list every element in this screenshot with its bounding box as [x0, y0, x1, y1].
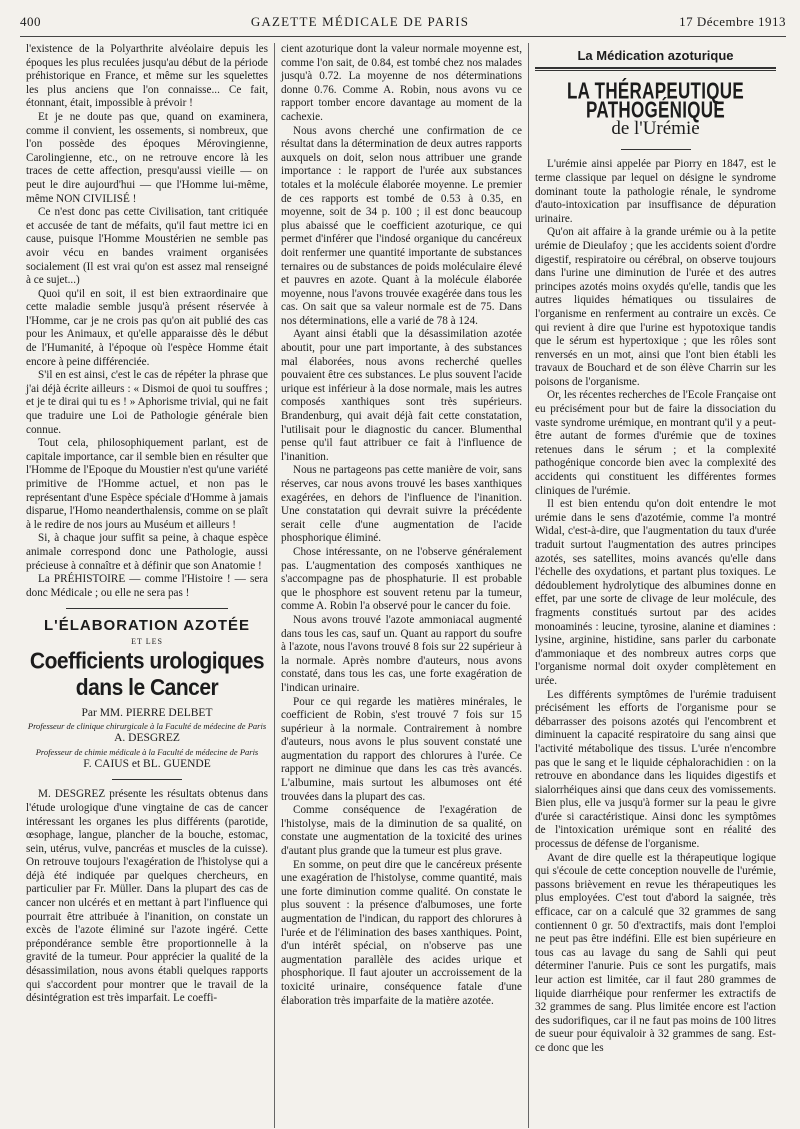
- paragraph: L'urémie ainsi appelée par Piorry en 1847, est le terme classique par lequel on désigne le syndrome dominant toute la pathologie rénale, le syndrome d'auto-intoxication par insuffisance de dépuration urinaire.: [535, 158, 776, 225]
- column-3: [528, 43, 782, 1128]
- paragraph: Ayant ainsi établi que la désassimilation azotée aboutit, pour une part importante, à des substances mal élaborées, nous avons recherché quelles pouvaient être ces substances. Le plus souvent l'acide urique est inférieur à la dose normale, mais les autres composés xanthiques sont très supérieurs. Brandenburg, qui avait déjà fait cette constatation, l'utilisait pour le diagnostic du cancer. Blumenthal pense qu'il faut attribuer ce fait à l'influence de l'inanition.: [281, 328, 522, 463]
- paragraph: Il est bien entendu qu'on doit entendre le mot urémie dans le sens d'azotémie, comme l'a montré Widal, c'est-à-dire, que l'augmentation du taux d'urée traduit surtout l'augmentation des autres principes azotés, ses satellites, moins avancés qu'elle dans l'échelle des oxydations, et partant plus toxiques. Le dédoublement hydrolytique des albumines donne en effet, par une sorte de clivage de leur molécule, des fragments constitués surtout par des acides monoaminés : leucine, tyrosine, alanine et diamines : lysine, arginine, histidine, sans parler du carbonate d'ammoniaque et des nombreux autres corps que l'organisme normal doit oxyder complètement en urée.: [535, 498, 776, 687]
- divider: [66, 608, 228, 609]
- paragraph: l'existence de la Polyarthrite alvéolaire depuis les époques les plus reculées jusqu'au début de la période préhistorique en France, et même sur les squelettes les plus anciens que l'on connaisse... Ce fait, étonnant, était, impossible à prévoir !: [26, 43, 268, 110]
- paragraph: La PRÉHISTOIRE — comme l'Histoire ! — sera donc Médicale ; ou elle ne sera pas !: [26, 573, 268, 599]
- article-connector: ET LES: [131, 636, 163, 646]
- paragraph: Nous ne partageons pas cette manière de voir, sans réserves, car nous avons trouvé les bases xanthiques exagérées, en dehors de l'influence de l'inanition. Une constatation qui devrait suivre la précédente serait celle d'une augmentation de l'acide phosphorique éliminé.: [281, 464, 522, 545]
- article-title: LA THÉRAPEUTIQUE PATHOGÉNIQUE: [566, 77, 744, 122]
- page-number: 400: [20, 14, 41, 29]
- article-subtitle: de l'Urémie: [611, 117, 700, 139]
- section-label: La Médication azoturique: [577, 48, 734, 63]
- paragraph: Quoi qu'il en soit, il est bien extraordinaire que cette maladie semble jusqu'à présent réservée à l'Homme, car je ne crois pas qu'on ait publié des cas pour les Animaux, et qu'elle apparaisse dès le début de l'Humanité, à l'époque où l'espèce Homme était encore à peine différenciée.: [26, 287, 268, 368]
- paragraph: Nous avons trouvé l'azote ammoniacal augmenté dans tous les cas, sauf un. Quant au rapport du soufre à l'azote, nous l'avons trouvé 8 fois sur 22 supérieur à la normale. Après nombre d'auteurs, nous avons constaté, dans tous les cas, une forte exagération de l'indican urinaire.: [281, 613, 522, 694]
- paragraph: S'il en est ainsi, c'est le cas de répéter la phrase que j'ai déjà écrite ailleurs : « Dismoi de quoi tu souffres ; et je te dirai qui tu es ! » Aphorisme trivial, qui ne fait que traduire une Loi de Pathologie générale bien connue.: [26, 369, 268, 436]
- author-line: A. DESGREZ: [114, 732, 180, 745]
- author-line: F. CAIUS et BL. GUENDE: [83, 757, 211, 770]
- author-affiliation: Professeur de chimie médicale à la Faculté de médecine de Paris: [35, 746, 259, 757]
- paragraph: Tout cela, philosophiquement parlant, est de capitale importance, car il semble bien en résulter que l'Homme de l'Epoque du Moustier n'est qu'une variété primitive de l'Homme actuel, et non pas le représentant d'une Espèce spéciale d'Homme à jamais disparue, l'Homo neanderthalensis, comme on se plaît à le redire de nos jours au Muséum et ailleurs !: [26, 437, 269, 531]
- divider: [112, 779, 182, 780]
- divider: [621, 149, 691, 150]
- paragraph: Chose intéressante, on ne l'observe généralement pas. L'augmentation des composés xanthiques ne s'accompagne pas de phosphaturie. Il est probable que le phosphore est souvent retenu par la tumeur, comme A. Robin l'a observé pour le cancer du foie.: [281, 545, 522, 613]
- paragraph: Comme conséquence de l'exagération de l'histolyse, mais de la diminution de sa qualité, on constate une augmentation de la toxicité des urines d'autant plus grande que la tumeur est plus grave.: [281, 804, 522, 858]
- divider: [535, 67, 776, 71]
- author-affiliation: Professeur de clinique chirurgicale à la Faculté de médecine de Paris: [27, 721, 267, 732]
- paragraph: En somme, on peut dire que le cancéreux présente une exagération de l'histolyse, comme quantité, mais une forte diminution comme qualité. On constate le plus souvent : la présence d'albumoses, une forte augmentation de l'indican, du rapport des chlorures à l'urée et de l'élimination des bases xanthiques. Point, d'un intérêt spécial, on n'observe pas une augmentation parallèle des acides urique et phosphorique. Il faut ajouter un accroissement de la toxicité urinaire, conséquence fatale d'une élaboration très imparfaite de la matière azotée.: [281, 858, 522, 1007]
- paragraph: Et je ne doute pas que, quand on examinera, comme il convient, les ossements, si nombreux, que l'on possède des époques Mérovingienne, Carolingienne, etc., on ne retrouve encore là les traces de cette affection, presqu'aussi vieille — on peut le dire aujourd'hui — que l'Homme lui-même, même NON CIVILISÉ !: [26, 110, 268, 205]
- paragraph: Nous avons cherché une confirmation de ce résultat dans la détermination de deux autres rapports auxquels on doit, selon nous attribuer une grande importance : le rapport de l'urée aux substances totales et la molécule élaborée moyenne. Le premier de ces rapports est tombé de 0.53 à 0.35, en moyenne, soit de 34 p. 100 ; il est donc beaucoup plus abaissé que le coefficient azoturique, ce qui permet d'inférer que l'indosé organique du cancéreux doit renfermer une quantité importante de substances ternaires ou de substances de poids moléculaire élevé et pauvres en azote. Quant à la molécule élaborée moyenne, nous l'avons trouvée exagérée dans tous les cas. On sait que sa valeur normale est de 75. Dans nos déterminations, elle a varié de 78 à 124.: [281, 124, 522, 327]
- column-1: [20, 43, 274, 1128]
- column-2: [274, 43, 528, 1128]
- columns: [20, 43, 786, 1128]
- paragraph: Si, à chaque jour suffit sa peine, à chaque espèce animale correspond donc une Pathologie, aussi précieuse à connaître et à définir que son Anatomie !: [26, 532, 268, 572]
- paragraph: Or, les récentes recherches de l'Ecole Française ont eu précisément pour but de faire la dissociation du vaste syndrome urémique, en montrant qu'il y a peut-être autant de formes d'urémie que de toxines retenues dans le sérum ; et la complexité pathogénique concorde bien avec la complexité des accidents qui constituent les différentes formes cliniques de l'urémie.: [535, 389, 776, 497]
- paragraph: Ce n'est donc pas cette Civilisation, tant critiquée et accusée de tant de méfaits, qu'il faut mettre ici en cause, puisque l'Homme Moustérien ne semble pas avoir vécu en bandes vraiment organisées socialement (Il est vrai qu'on est assez mal renseigné à ce sujet...): [26, 206, 268, 287]
- journal-title: GAZETTE MÉDICALE DE PARIS: [250, 14, 470, 29]
- article-title: Coefficients urologiques dans le Cancer: [29, 648, 265, 700]
- paragraph: Qu'on ait affaire à la grande urémie ou à la petite urémie de Dieulafoy ; que les accidents soient d'ordre digestif, respiratoire ou cérébral, on observe toujours dans l'urine une diminution de l'urée et des autres principes azotés moins oxydés qu'elle, tandis que les autres liquides hématiques ou tissulaires de l'organisme en renferment au contraire un excès. Ce qui revient à dire que l'urine est hypotoxique tandis que le sérum est hypertoxique ; que les rôles sont renversés en un mot, ainsi que l'ont bien établi les travaux de Bouchard et de son élève Charrin sur les poisons de l'organisme.: [535, 226, 776, 388]
- running-header: [20, 14, 786, 37]
- paragraph: Les différents symptômes de l'urémie traduisent précisément les efforts de l'organisme pour se débarrasser des poisons azotés qui l'encombrent et diminuent la capacité respiratoire du sang ainsi que l'activité métabolique des tissus. L'urée n'encombre pas que le sang et le liquide céphalorachidien : on la retrouve en abondance dans les liquides digestifs et sialorrhéiques ainsi que dans ceux des vomissements. Bien plus, elle va jusqu'à former sur la peau le givre d'urée si caractéristique. Ainsi donc les symptômes de l'intoxication urémique sont en réalité des processus de défense de l'organisme.: [535, 688, 776, 851]
- article-heading: L'ÉLABORATION AZOTÉE: [43, 617, 251, 635]
- issue-date: 17 Décembre 1913: [679, 14, 786, 29]
- author-line: Par MM. PIERRE DELBET: [81, 706, 213, 719]
- paragraph: M. DESGREZ présente les résultats obtenus dans l'étude urologique d'une vingtaine de cas de cancer intéressant les organes les plus différents (parotide, œsophage, langue, plancher de la bouche, estomac, sein, utérus, vulve, pancréas et muscles de la cuisse). On retrouve toujours l'exagération de l'histolyse qui a déjà été indiquée par quelques chercheurs, en particulier par Fr. Müller. Dans la plupart des cas de cancer non ulcérés et en mettant à part l'influence qui pourrait être attribuée à l'inanition, on constate un excès de l'azote éliminé sur l'azote ingéré. Cette prépondérance semble être proportionnelle à la gravité de la tumeur. Pour apprécier la qualité de la désassimilation, nous avons établi quelques rapports qui s'accordent pour montrer que le travail de la désintégration est très imparfait. Le coeffi-: [26, 788, 268, 1005]
- paragraph: Pour ce qui regarde les matières minérales, le coefficient de Robin, s'est trouvé 7 fois sur 15 supérieur à la normale. Contrairement à nombre d'auteurs, nous avons le plus souvent constaté une augmentation du rapport des chlorures à l'urée. Ce rapport ne diminue que dans les cas très avancés. L'albumine, mais surtout les albumoses ont été trouvées dans la plupart des cas.: [281, 695, 522, 803]
- paragraph: cient azoturique dont la valeur normale moyenne est, comme l'on sait, de 0.84, est tombé chez nos malades jusqu'à 0.72. La moyenne de nos déterminations donne 0.76. Comme A. Robin, nous avons vu ce rapport tomber encore davantage au moment de la cachexie.: [281, 43, 522, 123]
- paragraph: Avant de dire quelle est la thérapeutique logique qui s'écoule de cette conception nouvelle de l'urémie, passons brièvement en revue les thérapeutiques les plus employées. C'est tout d'abord la saignée, très efficace, car on a calculé que 32 grammes de sang contiennent 0 gr. 50 d'extractifs, mais dont l'emploi ne peut pas être indéfini. Elle est bien supérieure en tous cas au lavage du sang de Sahli qui peut déterminer l'anurie. Puis ce sont les purgatifs, mais leur action est limitée, car il faut 280 grammes de liquide diarrhéique pour renfermer les extractifs de 32 grammes de sang. Plus limitée encore est l'action des sudorifiques, car il ne faut pas moins de 100 litres de sueur pour équivaloir à 32 grammes de sang. Est-ce donc que les: [535, 851, 776, 1054]
